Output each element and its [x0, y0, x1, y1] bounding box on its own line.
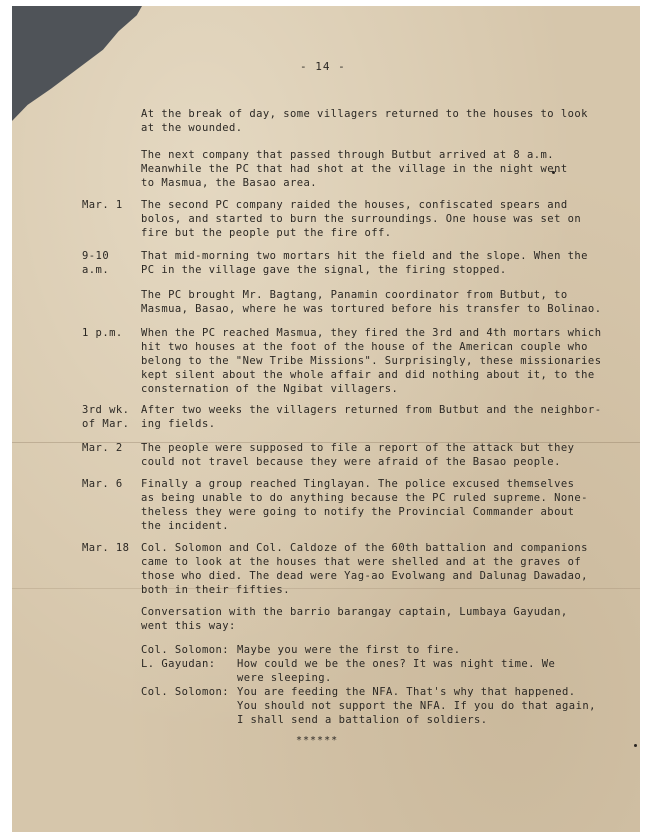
dialogue-speaker: Col. Solomon:: [141, 686, 230, 698]
dialogue-speaker: L. Gayudan:: [141, 658, 216, 670]
text-line: When the PC reached Masmua, they fired the 3rd and 4th mortars which: [141, 327, 602, 339]
text-line: Finally a group reached Tinglayan. The police excused themselves: [141, 478, 575, 490]
text-line: ing fields.: [141, 418, 216, 430]
text-line: fire but the people put the fire off.: [141, 227, 392, 239]
text-line: as being unable to do anything because the PC ruled supreme. None-: [141, 492, 588, 504]
text-line: Masmua, Basao, where he was tortured before his transfer to Bolinao.: [141, 303, 602, 315]
text-line: Col. Solomon and Col. Caldoze of the 60th battalion and companions: [141, 542, 588, 554]
text-line: Meanwhile the PC that had shot at the village in the night went: [141, 163, 568, 175]
entry-date: of Mar.: [82, 418, 130, 430]
text-line: consternation of the Ngibat villagers.: [141, 383, 399, 395]
text-line: PC in the village gave the signal, the firing stopped.: [141, 264, 507, 276]
text-line: to Masmua, the Basao area.: [141, 177, 318, 189]
entry-date: 9-10: [82, 250, 110, 262]
text-line: The next company that passed through Butbut arrived at 8 a.m.: [141, 149, 555, 161]
text-line: the incident.: [141, 520, 230, 532]
text-line: at the wounded.: [141, 122, 243, 134]
dialogue-speaker: Col. Solomon:: [141, 644, 230, 656]
dialogue-line: You are feeding the NFA. That's why that happened.: [237, 686, 576, 698]
dialogue-line: were sleeping.: [237, 672, 332, 684]
entry-date: Mar. 1: [82, 199, 123, 211]
text-line: went this way:: [141, 620, 236, 632]
text-line: belong to the "New Tribe Missions". Surprisingly, these missionaries: [141, 355, 602, 367]
page-number: - 14 -: [300, 60, 346, 73]
end-mark: ******: [296, 735, 339, 746]
dialogue-line: Maybe you were the first to fire.: [237, 644, 461, 656]
text-line: The people were supposed to file a report of the attack but they: [141, 442, 575, 454]
entry-date: a.m.: [82, 264, 110, 276]
text-line: bolos, and started to burn the surroundings. One house was set on: [141, 213, 582, 225]
ink-spot: [634, 744, 637, 747]
text-line: came to look at the houses that were shelled and at the graves of: [141, 556, 582, 568]
entry-date: Mar. 2: [82, 442, 123, 454]
dialogue-line: I shall send a battalion of soldiers.: [237, 714, 488, 726]
text-line: could not travel because they were afraid of the Basao people.: [141, 456, 561, 468]
text-line: That mid-morning two mortars hit the field and the slope. When the: [141, 250, 588, 262]
paper-fold: [12, 588, 640, 589]
text-line: kept silent about the whole affair and did nothing about it, to the: [141, 369, 595, 381]
entry-date: Mar. 18: [82, 542, 130, 554]
text-line: Conversation with the barrio barangay captain, Lumbaya Gayudan,: [141, 606, 568, 618]
text-line: After two weeks the villagers returned from Butbut and the neighbor-: [141, 404, 602, 416]
entry-date: Mar. 6: [82, 478, 123, 490]
text-line: The PC brought Mr. Bagtang, Panamin coordinator from Butbut, to: [141, 289, 568, 301]
text-line: At the break of day, some villagers returned to the houses to look: [141, 108, 588, 120]
dialogue-line: How could we be the ones? It was night time. We: [237, 658, 556, 670]
torn-corner: [12, 6, 142, 121]
entry-date: 1 p.m.: [82, 327, 123, 339]
text-line: both in their fifties.: [141, 584, 290, 596]
entry-date: 3rd wk.: [82, 404, 130, 416]
dialogue-line: You should not support the NFA. If you do that again,: [237, 700, 596, 712]
text-line: The second PC company raided the houses, confiscated spears and: [141, 199, 568, 211]
text-line: those who died. The dead were Yag-ao Evolwang and Dalunag Dawadao,: [141, 570, 588, 582]
text-line: hit two houses at the foot of the house of the American couple who: [141, 341, 588, 353]
text-line: theless they were going to notify the Provincial Commander about: [141, 506, 575, 518]
